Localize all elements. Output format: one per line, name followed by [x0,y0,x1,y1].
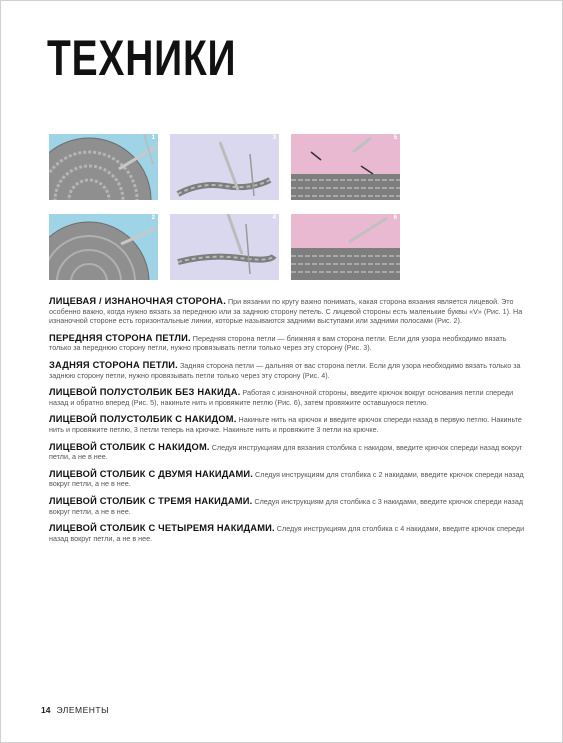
figure-4 [170,214,279,280]
figure-2 [49,214,158,280]
paragraph-back-loop [49,361,527,380]
crochet-round-illustration [49,214,158,280]
paragraph-front-post-tr [49,470,527,489]
paragraph-heading: ЛИЦЕВОЙ СТОЛБИК С ДВУМЯ НАКИДАМИ. [49,468,254,479]
paragraph-front-loop [49,334,527,353]
figure-number: 2 [151,215,155,221]
paragraph-heading: ЗАДНЯЯ СТОРОНА ПЕТЛИ. [49,359,178,370]
paragraph-body: Передняя сторона петли — ближняя к вам сторона петли. Если для узора необходимо вязать только за переднюю сторону петли, нужно провязывать петли только через эту сторону (Рис. 3). [49,333,507,353]
paragraph-heading: ЛИЦЕВОЙ ПОЛУСТОЛБИК БЕЗ НАКИДА. [49,387,241,398]
paragraph-heading: ЛИЦЕВОЙ СТОЛБИК С ЧЕТЫРЕМЯ НАКИДАМИ. [49,523,275,534]
section-name: ЭЛЕМЕНТЫ [56,705,110,715]
paragraph-front-post-dc [49,443,527,462]
paragraph-heading: ЛИЦЕВОЙ СТОЛБИК С НАКИДОМ. [49,441,210,452]
paragraph-body: Следуя инструкциям для столбика с 4 накидами, введите крючок спереди назад вокруг петли, а не в нее. [49,524,525,543]
paragraph-front-post-dtr [49,497,527,516]
figure-number: 3 [272,135,276,141]
page-footer [41,705,109,715]
figure-number: 5 [393,135,397,141]
figure-3 [170,134,279,200]
paragraph-front-post-trtr [49,524,527,543]
figure-number: 1 [151,135,155,141]
figure-number: 4 [272,215,276,221]
crochet-post-stitch-illustration [291,134,400,200]
figure-grid [49,134,401,284]
paragraph-heading: ПЕРЕДНЯЯ СТОРОНА ПЕТЛИ. [49,332,191,343]
paragraph-body: Следуя инструкциям для столбика с 3 накидами, введите крючок спереди назад вокруг петли, а не в нее. [49,496,524,516]
crochet-post-stitch-illustration [291,214,400,280]
paragraph-body: Накиньте нить на крючок и введите крючок спереди назад в первую петлю. Накиньте нить и провяжите петлю, 3 петли теперь на крючке. Накиньте нить и провяжите 3 петли на крючке. [49,415,522,434]
figure-5 [291,134,400,200]
paragraph-front-post-hdc [49,415,527,434]
paragraph-body: При вязании по кругу важно понимать, какая сторона вязания является лицевой. Это особенно важно, когда нужно вязать за переднюю или за заднюю сторону петель. С лицевой стороны есть маленькие буквы «V» (Рис. 1). На изнаночной стороне есть горизонтальные линии, которые называются задними выступами или задними полосами (Рис. 2). [49,297,523,326]
paragraph-heading: ЛИЦЕВОЙ СТОЛБИК С ТРЕМЯ НАКИДАМИ. [49,495,253,506]
crochet-chain-illustration [170,214,279,280]
paragraph-body: Задняя сторона петли — дальняя от вас сторона петли. Если для узора необходимо вязать только за заднюю сторону петли, нужно провязывать петли только через эту сторону (Рис. 4). [49,360,521,380]
paragraph-heading: ЛИЦЕВОЙ ПОЛУСТОЛБИК С НАКИДОМ. [49,414,237,425]
crochet-chain-illustration [170,134,279,200]
figure-number: 6 [393,215,397,221]
page-title: ТЕХНИКИ [47,30,237,86]
instructions [49,297,527,551]
figure-6 [291,214,400,280]
crochet-round-illustration [49,134,158,200]
page-number: 14 [41,705,51,715]
paragraph-body: Работая с изнаночной стороны, введите крючок вокруг основания петли спереди назад и обратно вперед (Рис. 5), накиньте нить и провяжите петлю (Рис. 6), затем провяжите оставшуюся петлю. [49,388,514,407]
paragraph-body: Следуя инструкциям для столбика с 2 накидами, введите крючок спереди назад вокруг петли, а не в нее. [49,469,524,489]
figure-1 [49,134,158,200]
paragraph-heading: ЛИЦЕВАЯ / ИЗНАНОЧНАЯ СТОРОНА. [49,296,226,306]
paragraph-right-wrong-side [49,297,527,326]
paragraph-body: Следуя инструкциям для вязания столбика с накидом, введите крючок спереди назад вокруг петли, а не в нее. [49,442,523,462]
paragraph-front-post-sc [49,388,527,407]
